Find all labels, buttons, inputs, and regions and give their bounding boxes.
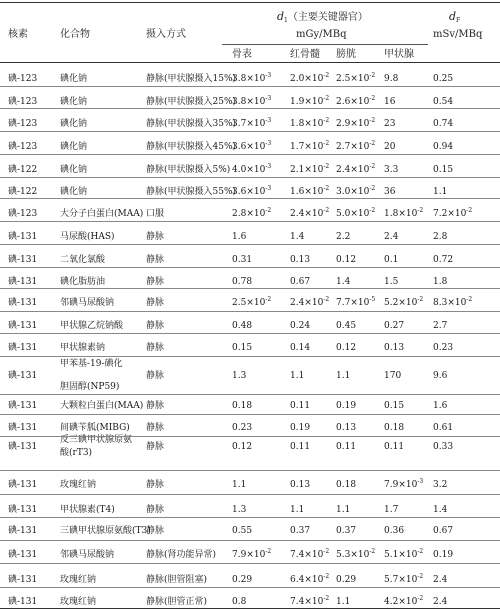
cell-v5: 0.94 bbox=[433, 142, 454, 152]
row-divider bbox=[0, 394, 500, 395]
cell-route: 静脉(甲状腺摄入25%) bbox=[146, 97, 237, 107]
row-divider bbox=[0, 311, 500, 312]
cell-route: 静脉 bbox=[146, 343, 165, 353]
cell-route: 静脉(肾功能异常) bbox=[146, 550, 217, 560]
cell-nuclide: 碘-131 bbox=[8, 370, 38, 381]
cell-route: 静脉 bbox=[146, 255, 165, 265]
row-divider bbox=[0, 267, 500, 268]
cell-v5: 9.6 bbox=[433, 370, 448, 381]
cell-compound: 大分子白蛋白(MAA) bbox=[60, 209, 144, 219]
cell-v2: 0.13 bbox=[290, 255, 311, 265]
header-df: $d_F$ bbox=[449, 10, 461, 24]
cell-v5: 0.15 bbox=[433, 165, 454, 175]
header-organ-thyroid: 甲状腺 bbox=[384, 49, 414, 60]
row-divider bbox=[0, 517, 500, 518]
cell-v3: $5.0\times 10^{-2}$ bbox=[336, 207, 376, 219]
cell-v4: 0.27 bbox=[384, 321, 405, 331]
cell-compound: 玫瑰红钠 bbox=[60, 597, 97, 607]
cell-v2: 0.24 bbox=[290, 321, 311, 331]
cell-route: 静脉 bbox=[146, 298, 165, 308]
cell-nuclide: 碘-131 bbox=[8, 232, 38, 242]
row-divider bbox=[0, 131, 500, 132]
cell-v2: 0.67 bbox=[290, 277, 311, 287]
cell-route: 静脉(甲状腺摄入15%) bbox=[146, 74, 237, 84]
cell-route: 静脉 bbox=[146, 277, 165, 287]
cell-nuclide: 碘-123 bbox=[8, 142, 38, 152]
cell-v5: 0.67 bbox=[433, 526, 454, 536]
cell-v3: 1.1 bbox=[336, 597, 351, 607]
row-divider bbox=[0, 86, 500, 87]
cell-compound: 邻碘马尿酸钠 bbox=[60, 550, 115, 560]
cell-v4: $7.9\times 10^{-3}$ bbox=[384, 478, 424, 490]
cell-v4: $5.1\times 10^{-2}$ bbox=[384, 548, 424, 560]
cell-v5: 0.54 bbox=[433, 97, 454, 107]
cell-v5: 1.8 bbox=[433, 277, 448, 287]
cell-v3: 0.37 bbox=[336, 526, 357, 536]
cell-v4: 23 bbox=[384, 119, 396, 129]
cell-nuclide: 碘-131 bbox=[8, 550, 38, 560]
cell-v2: 0.11 bbox=[290, 401, 311, 411]
cell-nuclide: 碘-123 bbox=[8, 209, 38, 219]
cell-v4: $5.2\times 10^{-2}$ bbox=[384, 296, 424, 308]
cell-v5: 0.74 bbox=[433, 119, 454, 129]
cell-v1: 0.48 bbox=[232, 321, 253, 331]
cell-route: 静脉(甲状腺摄入5%) bbox=[146, 165, 231, 175]
cell-v4: 16 bbox=[384, 97, 396, 107]
cell-v4: 9.8 bbox=[384, 74, 399, 84]
header-route: 摄入方式 bbox=[146, 29, 186, 40]
cell-route: 静脉 bbox=[146, 505, 165, 515]
cell-compound: 碘化钠 bbox=[60, 97, 88, 107]
cell-v4: 1.7 bbox=[384, 505, 399, 515]
table-bottom-rule bbox=[0, 608, 500, 609]
row-divider bbox=[0, 333, 500, 334]
cell-v1: 1.3 bbox=[232, 505, 247, 515]
cell-route: 静脉(甲状腺摄入55%) bbox=[146, 187, 237, 197]
cell-nuclide: 碘-131 bbox=[8, 277, 38, 287]
cell-v2: 0.13 bbox=[290, 480, 311, 490]
cell-nuclide: 碘-131 bbox=[8, 401, 38, 411]
cell-nuclide: 碘-131 bbox=[8, 255, 38, 265]
table-top-rule bbox=[0, 2, 500, 3]
cell-v5: 0.72 bbox=[433, 255, 454, 265]
cell-compound: 三碘甲状腺原氨酸(T3) bbox=[60, 526, 151, 536]
cell-v3: $2.9\times 10^{-2}$ bbox=[336, 117, 376, 129]
cell-v3: 0.12 bbox=[336, 255, 357, 265]
cell-route: 静脉 bbox=[146, 321, 165, 331]
cell-v3: 1.1 bbox=[336, 505, 351, 515]
cell-route: 静脉 bbox=[146, 401, 165, 411]
cell-nuclide: 碘-131 bbox=[8, 298, 38, 308]
cell-v1: $3.7\times 10^{-3}$ bbox=[232, 117, 272, 129]
cell-route: 静脉 bbox=[146, 441, 165, 452]
cell-compound: 碘化钠 bbox=[60, 142, 88, 152]
cell-nuclide: 碘-131 bbox=[8, 597, 38, 607]
cell-v1: $2.5\times 10^{-2}$ bbox=[232, 296, 272, 308]
row-divider bbox=[0, 244, 500, 245]
cell-v3: 0.11 bbox=[336, 441, 357, 452]
row-divider bbox=[0, 288, 500, 289]
cell-route: 静脉(甲状腺摄入45%) bbox=[146, 142, 237, 152]
cell-route: 静脉(胆管阻塞) bbox=[146, 575, 208, 585]
cell-compound: 甲状腺乙烷钠酸 bbox=[60, 321, 124, 331]
cell-v3: $5.3\times 10^{-2}$ bbox=[336, 548, 376, 560]
cell-v1: $2.8\times 10^{-2}$ bbox=[232, 207, 272, 219]
cell-nuclide: 碘-131 bbox=[8, 575, 38, 585]
header-organ-marrow: 红骨髓 bbox=[290, 49, 320, 60]
row-divider bbox=[0, 470, 500, 471]
cell-compound: 玫瑰红钠 bbox=[60, 575, 97, 585]
cell-v2: $1.8\times 10^{-2}$ bbox=[290, 117, 330, 129]
cell-compound: 间碘苄胍(MIBG) bbox=[60, 423, 130, 433]
cell-nuclide: 碘-131 bbox=[8, 423, 38, 433]
cell-v3: $7.7\times 10^{-5}$ bbox=[336, 296, 376, 308]
cell-v3: 2.2 bbox=[336, 232, 351, 242]
row-divider bbox=[0, 587, 500, 588]
row-divider bbox=[0, 108, 500, 109]
cell-v2: $1.6\times 10^{-2}$ bbox=[290, 185, 330, 197]
cell-compound: 胆固醇(NP59) bbox=[60, 382, 120, 392]
cell-compound: 反三碘甲状腺原氨 bbox=[60, 435, 133, 445]
cell-v4: 36 bbox=[384, 187, 396, 197]
cell-route: 静脉 bbox=[146, 232, 165, 242]
cell-v2: $2.1\times 10^{-2}$ bbox=[290, 163, 330, 175]
cell-v3: 0.29 bbox=[336, 575, 357, 585]
cell-nuclide: 碘-131 bbox=[8, 343, 38, 353]
cell-v3: 1.1 bbox=[336, 370, 351, 381]
row-divider bbox=[0, 494, 500, 495]
cell-v3: 0.12 bbox=[336, 343, 357, 353]
header-unit-mgy: mGy/MBq bbox=[296, 29, 347, 40]
cell-nuclide: 碘-131 bbox=[8, 526, 38, 536]
cell-v4: 1.5 bbox=[384, 277, 399, 287]
header-nuclide: 核素 bbox=[8, 29, 28, 40]
cell-compound: 邻碘马尿酸钠 bbox=[60, 298, 115, 308]
cell-v4: $5.7\times 10^{-2}$ bbox=[384, 573, 424, 585]
cell-v2: $2.0\times 10^{-2}$ bbox=[290, 72, 330, 84]
cell-nuclide: 碘-131 bbox=[8, 321, 38, 331]
cell-v4: 0.13 bbox=[384, 343, 405, 353]
cell-v2: $1.7\times 10^{-2}$ bbox=[290, 140, 330, 152]
cell-v5: 1.1 bbox=[433, 187, 448, 197]
cell-v1: $3.6\times 10^{-3}$ bbox=[232, 185, 272, 197]
cell-route: 静脉(甲状腺摄入35%) bbox=[146, 119, 237, 129]
cell-v1: 0.12 bbox=[232, 441, 253, 452]
header-unit-msv: mSv/MBq bbox=[433, 29, 483, 40]
header-organ-bone: 骨表 bbox=[232, 49, 252, 60]
row-divider bbox=[0, 563, 500, 564]
cell-nuclide: 碘-122 bbox=[8, 187, 38, 197]
header-bottom-rule bbox=[0, 62, 500, 63]
cell-v2: 1.1 bbox=[290, 370, 305, 381]
row-divider bbox=[0, 221, 500, 222]
cell-v5: $8.3\times 10^{-2}$ bbox=[433, 296, 473, 308]
cell-v1: $3.6\times 10^{-3}$ bbox=[232, 140, 272, 152]
cell-v1: 0.78 bbox=[232, 277, 253, 287]
cell-v5: 0.19 bbox=[433, 550, 454, 560]
cell-v1: 1.1 bbox=[232, 480, 247, 490]
cell-v4: 170 bbox=[384, 370, 402, 381]
header-organ-bladder: 膀胱 bbox=[336, 49, 356, 60]
cell-v1: 0.8 bbox=[232, 597, 247, 607]
cell-v4: 3.3 bbox=[384, 165, 399, 175]
cell-v1: 1.6 bbox=[232, 232, 247, 242]
cell-nuclide: 碘-123 bbox=[8, 97, 38, 107]
cell-v1: $4.0\times 10^{-3}$ bbox=[232, 163, 272, 175]
cell-v3: 0.18 bbox=[336, 480, 357, 490]
cell-v1: 0.18 bbox=[232, 401, 253, 411]
cell-compound: 甲状腺素(T4) bbox=[60, 505, 115, 515]
cell-nuclide: 碘-123 bbox=[8, 119, 38, 129]
cell-v1: 0.29 bbox=[232, 575, 253, 585]
cell-v5: 2.4 bbox=[433, 597, 448, 607]
cell-v2: $2.4\times 10^{-2}$ bbox=[290, 296, 330, 308]
cell-compound: 碘化钠 bbox=[60, 74, 88, 84]
row-divider bbox=[0, 356, 500, 357]
cell-v5: 1.6 bbox=[433, 401, 448, 411]
cell-v2: 0.14 bbox=[290, 343, 311, 353]
cell-v2: $1.9\times 10^{-2}$ bbox=[290, 95, 330, 107]
cell-v2: 0.37 bbox=[290, 526, 311, 536]
cell-v4: 0.15 bbox=[384, 401, 405, 411]
header-sub-rule bbox=[222, 44, 428, 45]
cell-v5: 2.4 bbox=[433, 575, 448, 585]
cell-route: 口服 bbox=[146, 209, 165, 219]
row-divider bbox=[0, 414, 500, 415]
cell-v5: $7.2\times 10^{-2}$ bbox=[433, 207, 473, 219]
header-compound: 化合物 bbox=[60, 29, 90, 40]
cell-v2: $2.4\times 10^{-2}$ bbox=[290, 207, 330, 219]
cell-v1: 0.31 bbox=[232, 255, 253, 265]
cell-v4: 0.1 bbox=[384, 255, 399, 265]
cell-v3: 0.13 bbox=[336, 423, 357, 433]
cell-v3: $3.0\times 10^{-2}$ bbox=[336, 185, 376, 197]
cell-v3: $2.7\times 10^{-2}$ bbox=[336, 140, 376, 152]
cell-compound: 甲状腺素钠 bbox=[60, 343, 106, 353]
cell-v1: $3.8\times 10^{-3}$ bbox=[232, 95, 272, 107]
header-d1: $d_1$（主要关键器官） bbox=[277, 10, 368, 24]
cell-v3: 0.19 bbox=[336, 401, 357, 411]
cell-v1: 0.55 bbox=[232, 526, 253, 536]
cell-v3: 0.45 bbox=[336, 321, 357, 331]
cell-compound: 玫瑰红钠 bbox=[60, 480, 97, 490]
cell-route: 静脉 bbox=[146, 370, 165, 381]
cell-compound: 酸(rT3) bbox=[60, 448, 93, 458]
cell-compound: 碘化脂肪油 bbox=[60, 277, 106, 287]
cell-v2: 0.19 bbox=[290, 423, 311, 433]
row-divider bbox=[0, 198, 500, 199]
cell-nuclide: 碘-131 bbox=[8, 441, 38, 452]
cell-nuclide: 碘-122 bbox=[8, 165, 38, 175]
cell-v2: $6.4\times 10^{-2}$ bbox=[290, 573, 330, 585]
cell-v1: $7.9\times 10^{-2}$ bbox=[232, 548, 272, 560]
cell-v2: 1.4 bbox=[290, 232, 305, 242]
cell-nuclide: 碘-123 bbox=[8, 74, 38, 84]
row-divider bbox=[0, 540, 500, 541]
cell-compound: 甲苯基-19-碘化 bbox=[60, 359, 123, 369]
cell-v5: 0.33 bbox=[433, 441, 454, 452]
cell-compound: 碘化钠 bbox=[60, 119, 88, 129]
cell-v5: 2.7 bbox=[433, 321, 448, 331]
cell-v4: 0.18 bbox=[384, 423, 405, 433]
cell-v4: $4.2\times 10^{-2}$ bbox=[384, 595, 424, 607]
cell-v5: 3.2 bbox=[433, 480, 448, 490]
cell-v5: 1.4 bbox=[433, 505, 448, 515]
row-divider bbox=[0, 177, 500, 178]
cell-v5: 0.25 bbox=[433, 74, 454, 84]
cell-nuclide: 碘-131 bbox=[8, 480, 38, 490]
cell-v1: 0.23 bbox=[232, 423, 253, 433]
cell-v2: $7.4\times 10^{-2}$ bbox=[290, 595, 330, 607]
cell-v2: $7.4\times 10^{-2}$ bbox=[290, 548, 330, 560]
cell-v4: 20 bbox=[384, 142, 396, 152]
cell-route: 静脉 bbox=[146, 480, 165, 490]
cell-route: 静脉 bbox=[146, 423, 165, 433]
cell-compound: 碘化钠 bbox=[60, 165, 88, 175]
cell-v4: $1.8\times 10^{-2}$ bbox=[384, 207, 424, 219]
cell-v3: $2.4\times 10^{-2}$ bbox=[336, 163, 376, 175]
cell-v3: $2.5\times 10^{-2}$ bbox=[336, 72, 376, 84]
row-divider bbox=[0, 436, 500, 437]
cell-v1: 1.3 bbox=[232, 370, 247, 381]
cell-v3: 1.4 bbox=[336, 277, 351, 287]
cell-v2: 0.11 bbox=[290, 441, 311, 452]
cell-compound: 二氧化氯酸 bbox=[60, 255, 106, 265]
cell-v3: $2.6\times 10^{-2}$ bbox=[336, 95, 376, 107]
cell-v5: 2.8 bbox=[433, 232, 448, 242]
cell-nuclide: 碘-131 bbox=[8, 505, 38, 515]
cell-v4: 2.4 bbox=[384, 232, 399, 242]
cell-v2: 1.1 bbox=[290, 505, 305, 515]
row-divider bbox=[0, 154, 500, 155]
cell-compound: 碘化钠 bbox=[60, 187, 88, 197]
cell-compound: 大颗粒白蛋白(MAA) bbox=[60, 401, 144, 411]
cell-compound: 马尿酸(HAS) bbox=[60, 232, 115, 242]
cell-v4: 0.11 bbox=[384, 441, 405, 452]
cell-route: 静脉 bbox=[146, 526, 165, 536]
cell-v1: $3.8\times 10^{-3}$ bbox=[232, 72, 272, 84]
cell-v5: 0.23 bbox=[433, 343, 454, 353]
cell-v4: 0.36 bbox=[384, 526, 405, 536]
cell-v1: 0.15 bbox=[232, 343, 253, 353]
cell-v5: 0.61 bbox=[433, 423, 454, 433]
cell-route: 静脉(胆管正常) bbox=[146, 597, 208, 607]
